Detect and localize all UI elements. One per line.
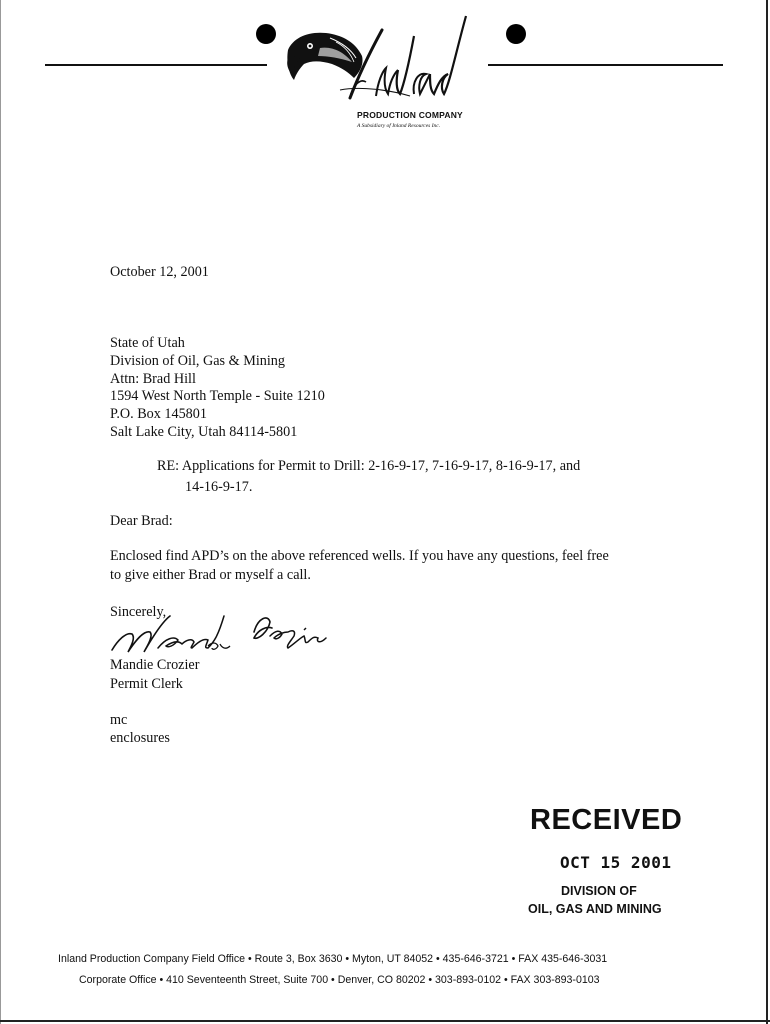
received-date: OCT 15 2001 (560, 853, 672, 872)
body-line-1: Enclosed find APD’s on the above referenced wells. If you have any questions, feel free (110, 548, 609, 564)
signer-title: Permit Clerk (110, 676, 183, 692)
closing: Sincerely, (110, 604, 167, 620)
salutation: Dear Brad: (110, 513, 173, 529)
recipient-line-4: 1594 West North Temple - Suite 1210 (110, 388, 325, 404)
recipient-line-6: Salt Lake City, Utah 84114-5801 (110, 424, 298, 440)
typist-initials: mc (110, 712, 128, 728)
enclosures-note: enclosures (110, 730, 170, 746)
recipient-line-1: State of Utah (110, 335, 185, 351)
stamp-division-line-2: OIL, GAS AND MINING (528, 902, 662, 916)
page-edge-left (0, 0, 1, 1024)
footer-corporate-office: Corporate Office • 410 Seventeenth Street, Suite 700 • Denver, CO 80202 • 303-893-0102 • FAX 303-893-0103 (79, 974, 600, 986)
re-line-2: 14-16-9-17. (185, 479, 253, 495)
letterhead-dot-left (256, 24, 276, 44)
signer-name: Mandie Crozier (110, 657, 200, 673)
inland-eagle-logo (280, 12, 480, 112)
recipient-line-3: Attn: Brad Hill (110, 371, 196, 387)
re-line-1: RE: Applications for Permit to Drill: 2-16-9-17, 7-16-9-17, 8-16-9-17, and (157, 458, 581, 474)
page-edge-bottom (0, 1020, 770, 1022)
recipient-line-5: P.O. Box 145801 (110, 406, 207, 422)
footer-field-office: Inland Production Company Field Office • Route 3, Box 3630 • Myton, UT 84052 • 435-646-3721 • FAX 435-646-3031 (58, 953, 608, 965)
page-edge-right (766, 0, 768, 1024)
stamp-division-line-1: DIVISION OF (561, 884, 637, 898)
letterhead-tagline: A Subsidiary of Inland Resources Inc. (357, 123, 441, 129)
letter-date: October 12, 2001 (110, 264, 209, 280)
received-stamp: RECEIVED (530, 804, 683, 836)
body-line-2: to give either Brad or myself a call. (110, 567, 311, 583)
letterhead-rule-right (488, 64, 723, 66)
recipient-line-2: Division of Oil, Gas & Mining (110, 353, 285, 369)
letterhead-dot-right (506, 24, 526, 44)
letterhead-rule-left (45, 64, 267, 66)
letterhead-division: PRODUCTION COMPANY (357, 110, 463, 120)
